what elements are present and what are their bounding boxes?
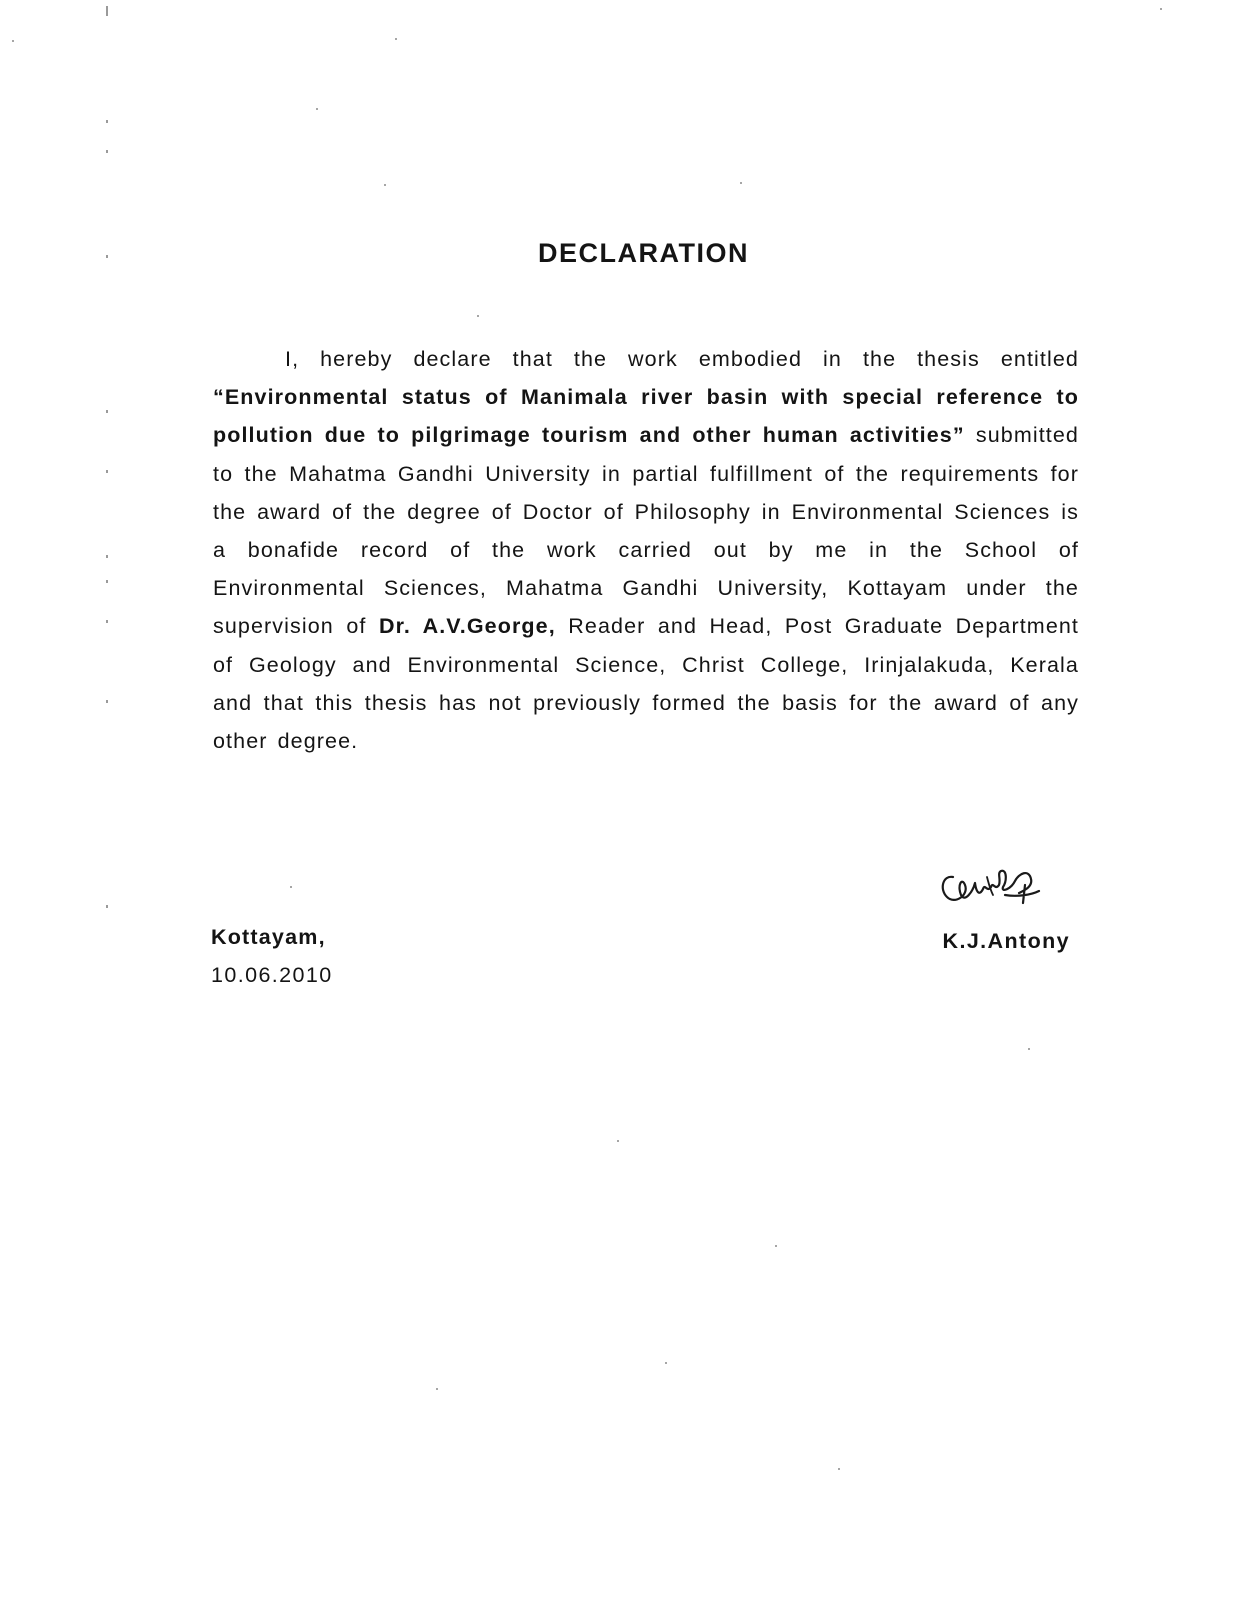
- signing-place: Kottayam,: [211, 925, 326, 949]
- scan-speck: [1028, 1048, 1030, 1050]
- declaration-paragraph: [213, 340, 1079, 760]
- page-title: DECLARATION: [538, 238, 749, 268]
- author-name: K.J.Antony: [942, 929, 1070, 953]
- scan-speck: [290, 886, 292, 888]
- paragraph-closing: Reader and Head, Post Graduate Department of Geology and Environmental Science, Christ College, Irinjalakuda, Kerala and that this thesis has not previously formed the basis for the award of any other degree.: [213, 614, 1080, 754]
- paragraph-opening: I, hereby declare that the work embodied in the thesis entitled: [285, 347, 1079, 371]
- scan-speck: [617, 1140, 619, 1142]
- scan-speck: [12, 40, 14, 42]
- scan-speck: [838, 1468, 840, 1470]
- scan-speck: [775, 1245, 777, 1247]
- scan-speck: [395, 38, 397, 40]
- signature-icon: [935, 855, 1045, 917]
- scan-mark: [106, 150, 108, 153]
- scan-speck: [665, 1362, 667, 1364]
- scan-mark: [106, 620, 108, 623]
- scan-mark: [106, 470, 108, 473]
- paragraph-middle: submitted to the Mahatma Gandhi University in partial fulfillment of the requirements for the award of the degree of Doctor of Philosophy in Environmental Sciences is a bonafide record of the work carried out by me in the School of Environmental Sciences, Mahatma Gandhi University, Kottayam under the supervision of: [213, 423, 1079, 639]
- scan-speck: [477, 315, 479, 317]
- scan-mark: [106, 6, 108, 16]
- thesis-title: “Environmental status of Manimala river basin with special reference to pollution due to pilgrimage tourism and other human activities”: [213, 385, 1079, 448]
- scan-mark: [106, 255, 108, 258]
- scan-speck: [436, 1388, 438, 1390]
- scan-speck: [384, 184, 386, 186]
- scan-speck: [1160, 8, 1162, 10]
- scan-mark: [106, 120, 108, 123]
- scan-mark: [106, 700, 108, 703]
- signing-date: 10.06.2010: [211, 963, 333, 987]
- scan-mark: [106, 410, 108, 413]
- scan-mark: [106, 580, 108, 583]
- scan-speck: [740, 182, 742, 184]
- scan-mark: [106, 905, 108, 908]
- supervisor-name: Dr. A.V.George,: [378, 614, 556, 639]
- scan-mark: [106, 555, 108, 558]
- scan-speck: [316, 108, 318, 110]
